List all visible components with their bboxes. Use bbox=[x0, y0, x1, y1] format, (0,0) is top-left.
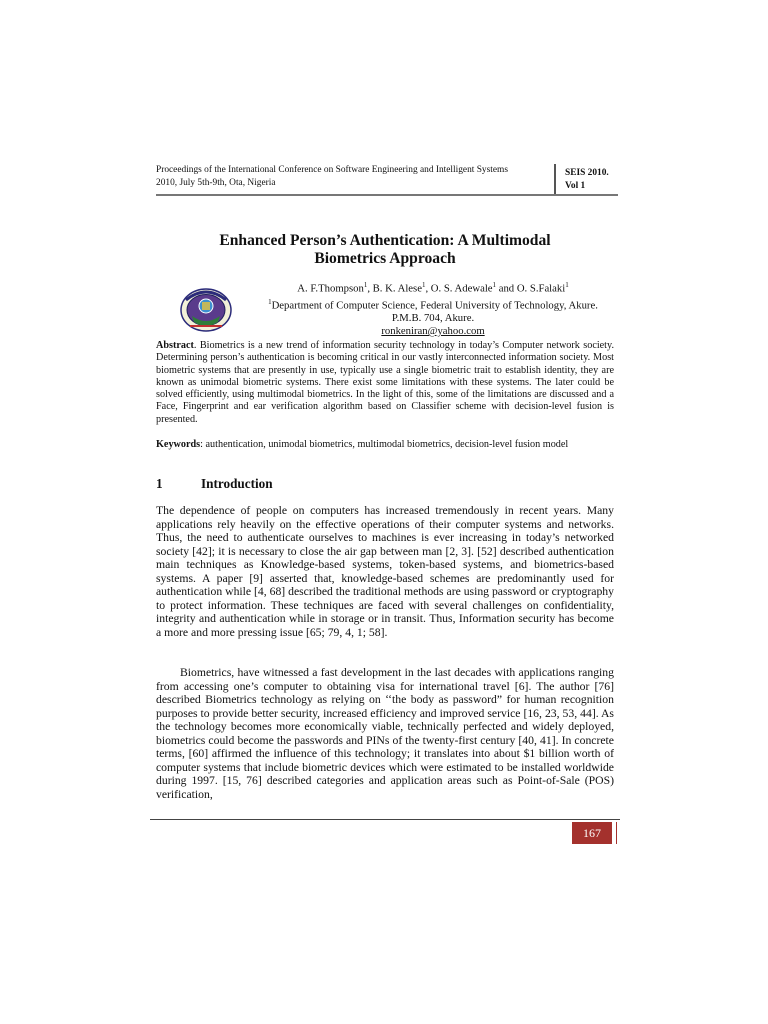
affiliation-mark: 1 bbox=[421, 281, 426, 289]
department: Department of Computer Science, Federal University of Technology, Akure. bbox=[271, 299, 598, 312]
affiliation bbox=[248, 296, 618, 313]
page-number-divider bbox=[616, 822, 617, 844]
section-number: 1 bbox=[156, 476, 163, 491]
paper-title bbox=[160, 232, 610, 268]
author-block bbox=[248, 279, 618, 338]
email-link[interactable]: ronkeniran@yahoo.com bbox=[381, 325, 485, 338]
abstract bbox=[156, 340, 614, 426]
conference-line-2: 2010, July 5th-9th, Ota, Nigeria bbox=[156, 177, 276, 188]
header-rule bbox=[156, 194, 618, 196]
footer-rule bbox=[150, 819, 620, 820]
abstract-label: Abstract bbox=[156, 340, 194, 351]
section-title: Introduction bbox=[201, 476, 273, 491]
abstract-text: . Biometrics is a new trend of information security technology in today’s Computer network society. Determining person’s authentication is becoming critical in our vastly interconnected information society. Most biometric systems that are presently in use, typically use a single biometric trait to establish identity, they are known as unimodal biometric systems. There exist some limitations with these systems. The later could be solved efficiently, using multimodal biometrics. In the light of this, some of the limitations are discussed and a Face, Fingerprint and ear verification algorithm based on Classifier scheme with decision-level fusion is presented. bbox=[156, 340, 614, 425]
title-line-1: Enhanced Person’s Authentication: A Multimodal bbox=[219, 232, 551, 249]
affiliation-mark: 1 bbox=[492, 281, 497, 289]
running-header bbox=[156, 164, 618, 196]
paragraph-2: Biometrics, have witnessed a fast development in the last decades with applications ranging from accessing one’s computer to obtaining visa for international travel [6]. The author [76] described Biometrics technology as relying on ‘‘the body as password” for human recognition purposes to provide better security, increased efficiency and improved service [16, 23, 53, 44]. As the technology becomes more economically viable, technically perfected and widely deployed, biometrics could become the passwords and PINs of the twenty-first century [40, 41]. In concrete terms, [60] affirmed the influence of this technology; it translates into about $1 billion worth of computer systems that include biometric devices which were estimated to be installed worldwide during 1997. [15, 76] described categories and application areas such as Point-of-Sale (POS) verification, bbox=[156, 666, 614, 801]
author-3: , O. S. Adewale bbox=[425, 282, 493, 295]
keywords-label: Keywords bbox=[156, 439, 201, 450]
author-1: A. F.Thompson bbox=[297, 282, 364, 295]
keywords bbox=[156, 439, 614, 451]
series-line-2: Vol 1 bbox=[565, 180, 586, 191]
author-list bbox=[248, 279, 618, 296]
series-info bbox=[565, 167, 609, 192]
conference-line-1: Proceedings of the International Conference on Software Engineering and Intelligent Systems bbox=[156, 165, 508, 175]
affiliation-mark: 1 bbox=[268, 297, 272, 306]
author-4: and O. S.Falaki bbox=[496, 282, 566, 295]
address: P.M.B. 704, Akure. bbox=[391, 312, 475, 325]
author-2: , B. K. Alese bbox=[367, 282, 422, 295]
header-divider bbox=[554, 164, 556, 195]
section-heading bbox=[156, 476, 273, 492]
keywords-text: : authentication, unimodal biometrics, multimodal biometrics, decision-level fusion model bbox=[200, 439, 569, 450]
series-line-1: SEIS 2010. bbox=[565, 168, 609, 178]
title-line-2: Biometrics Approach bbox=[314, 250, 456, 267]
affiliation-mark: 1 bbox=[565, 281, 569, 289]
paragraph-1: The dependence of people on computers has increased tremendously in recent years. Many applications rely heavily on the effective operations of their computer systems and networks. Thus, the need to authenticate ourselves to machines is ever increasing in today’s networked society [42]; it is necessary to close the air gap between man [2, 3]. [52] described authentication main techniques as Knowledge-based systems, token-based systems, and biometrics-based systems. A paper [9] asserted that, knowledge-based schemes are predominantly used for authentication while [4, 68] described the traditional methods are using password or cryptography to protect information. These techniques are faced with several challenges on confidentiality, integrity and authentication while in storage or in transit. Thus, Information security has become a more and more pressing issue [65; 79, 4, 1; 58]. bbox=[156, 504, 614, 639]
conference-info bbox=[156, 164, 548, 189]
affiliation-mark: 1 bbox=[363, 281, 368, 289]
university-seal-logo bbox=[178, 286, 234, 334]
page-number: 167 bbox=[572, 822, 612, 844]
